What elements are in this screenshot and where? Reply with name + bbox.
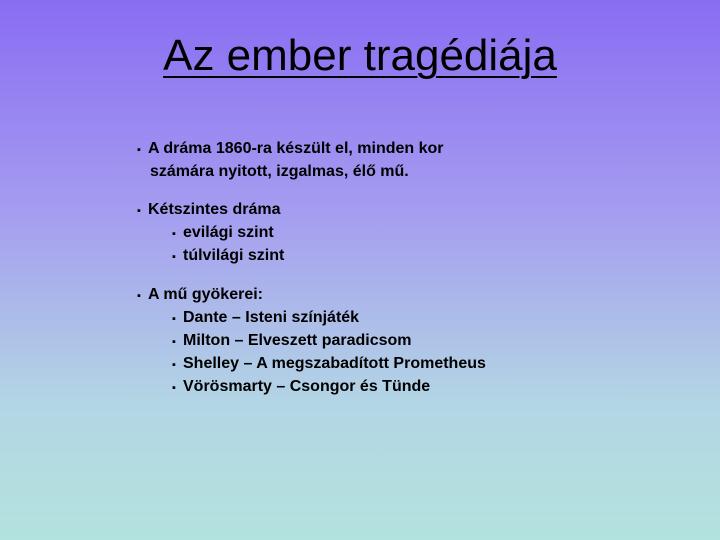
bullet-text-continuation: számára nyitott, izgalmas, élő mű.: [150, 163, 409, 180]
slide-content: [137, 138, 697, 399]
sub-bullet-item: ▪ túlvilági szint: [137, 245, 697, 268]
bullet-icon: ▪: [172, 359, 176, 371]
bullet-icon: ▪: [172, 251, 176, 263]
bullet-item-2: [137, 199, 697, 268]
bullet-item-1: [137, 138, 697, 183]
bullet-icon: ▪: [172, 382, 176, 394]
bullet-icon: ▪: [172, 313, 176, 325]
sub-bullet-item: ▪ Dante – Isteni színjáték: [137, 307, 697, 330]
sub-bullet-item: ▪ Milton – Elveszett paradicsom: [137, 330, 697, 353]
bullet-item-3: [137, 284, 697, 399]
sub-bullet-item: ▪ Shelley – A megszabadított Prometheus: [137, 353, 697, 376]
bullet-icon: ▪: [137, 205, 141, 217]
slide-title: Az ember tragédiája: [163, 31, 557, 80]
bullet-icon: ▪: [172, 228, 176, 240]
bullet-icon: ▪: [137, 290, 141, 302]
bullet-text: A mű gyökerei:: [148, 286, 263, 303]
bullet-text: Kétszintes dráma: [148, 201, 281, 218]
bullet-icon: ▪: [172, 336, 176, 348]
sub-bullet-item: ▪ evilági szint: [137, 222, 697, 245]
bullet-text: A dráma 1860-ra készült el, minden kor: [148, 140, 444, 157]
sub-bullet-item: ▪ Vörösmarty – Csongor és Tünde: [137, 376, 697, 399]
bullet-icon: ▪: [137, 144, 141, 156]
